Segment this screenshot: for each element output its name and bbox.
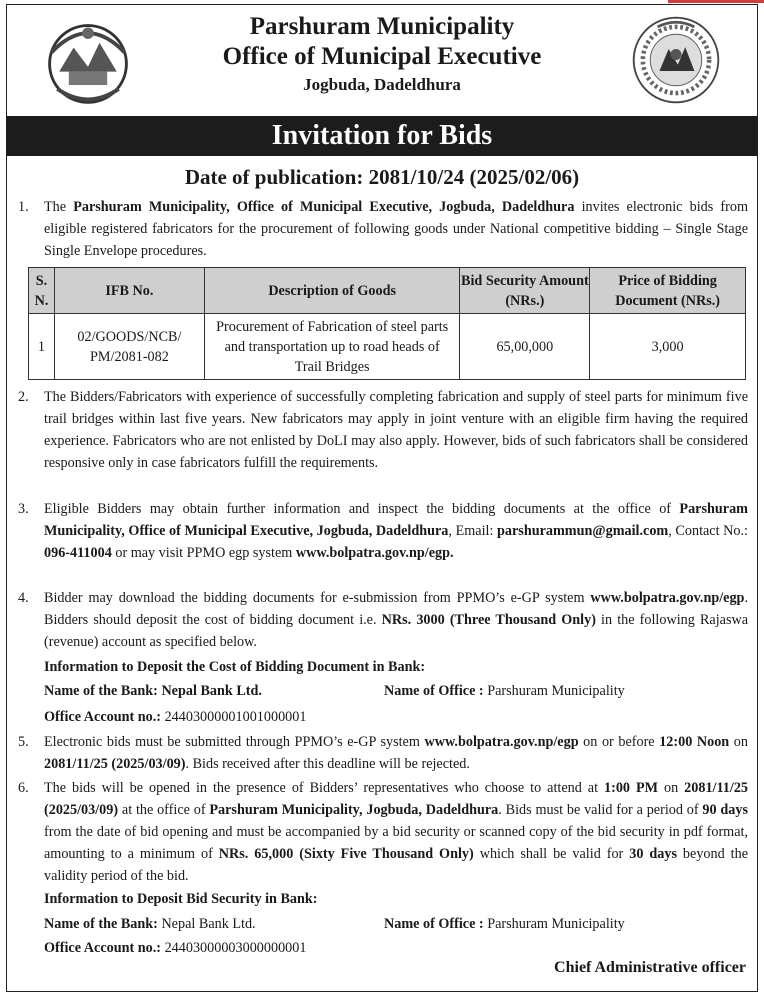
office-location: Jogbuda, Dadeldhura — [303, 75, 461, 94]
cell-bid-security: 65,00,000 — [460, 314, 590, 380]
deposit-cost-heading — [44, 656, 425, 678]
text-bold: Parshuram Municipality, Office of Municipal Executive, Jogbuda, Dadeldhura — [44, 501, 748, 539]
text-bold: Parshuram Municipality, Jogbuda, Dadeldhura — [209, 802, 499, 818]
text-bold: NRs. 3000 (Three Thousand Only) — [381, 612, 596, 628]
text: , Contact No.: — [668, 523, 748, 539]
cell-sn: 1 — [29, 314, 55, 380]
clause-number: 4. — [18, 590, 29, 606]
text: . Bids received after this deadline will be rejected. — [185, 756, 470, 772]
clause-body — [44, 731, 748, 775]
header-sn: S. N. — [29, 268, 55, 314]
text: which shall be valid for — [473, 846, 630, 862]
cell-document-price: 3,000 — [590, 314, 746, 380]
notice-title-banner: Invitation for Bids — [7, 116, 757, 156]
clause-body: The Bidders/Fabricators with experience of successfully completing fabrication and supply of steel parts for minimum five trail bridges within last five years. New fabricators may apply in joint venture with an eligible firm having the required experience. Fabricators who are not enlisted by DoLI may also apply. However, bids of such fabricators shall be considered responsive only in case fabricators fulfill the requirements. — [44, 389, 748, 471]
clause-3 — [18, 498, 748, 564]
value: Parshuram Municipality — [487, 683, 625, 699]
clause-5 — [18, 731, 748, 775]
ppmo-url-link[interactable]: www.bolpatra.gov.np/egp — [424, 734, 579, 750]
label: Name of the Bank: — [44, 916, 162, 932]
ppmo-url-link[interactable]: www.bolpatra.gov.np/egp. — [295, 545, 454, 561]
text: on — [729, 734, 748, 750]
value: Parshuram Municipality — [487, 916, 625, 932]
text: on or before — [578, 734, 660, 750]
text: beyond the validity period of the bid. — [44, 846, 748, 884]
text: . Bidders should deposit the cost of bidding document i.e. — [44, 590, 748, 628]
deposit-cost-account — [44, 706, 306, 728]
clause-body — [44, 498, 748, 564]
text-bold: 1:00 PM — [604, 780, 659, 796]
value: 24403000001001000001 — [164, 709, 307, 725]
clause-2 — [18, 386, 748, 474]
deposit-security-bank — [44, 913, 256, 935]
text: invites electronic bids from eligible registered fabricators for the procurement of following goods under National competitive bidding – Single Stage Single Envelope procedures. — [44, 199, 748, 259]
text-bold: 90 days — [702, 802, 748, 818]
value: Nepal Bank Ltd. — [161, 683, 262, 699]
cell-ifb: 02/GOODS/NCB/ PM/2081-082 — [54, 314, 204, 380]
clause-number: 2. — [18, 389, 29, 405]
text-bold: Parshuram Municipality, Office of Municipal Executive, Jogbuda, Dadeldhura — [73, 199, 575, 215]
deposit-security-heading — [44, 888, 318, 910]
text: in the following Rajaswa (revenue) account as specified below. — [44, 612, 749, 650]
ppmo-url-link[interactable]: www.bolpatra.gov.np/egp — [590, 590, 745, 606]
label: Name of Office : — [384, 683, 488, 699]
clause-number: 6. — [18, 780, 29, 796]
table-header-row — [29, 268, 746, 314]
label: Name of the Bank: — [44, 683, 162, 699]
text-bold: 12:00 Noon — [659, 734, 730, 750]
text: at the office of — [118, 802, 210, 818]
clause-6 — [18, 777, 748, 887]
signoff: Chief Administrative officer — [554, 959, 746, 976]
clause-number: 5. — [18, 734, 29, 750]
clause-number: 3. — [18, 501, 29, 517]
text: . Bids must be valid for a period of — [498, 802, 703, 818]
text: or may visit PPMO egp system — [111, 545, 296, 561]
deposit-security-office — [384, 913, 625, 935]
header — [0, 12, 764, 98]
publication-date: Date of publication: 2081/10/24 (2025/02/06) — [184, 165, 580, 189]
deposit-security-account — [44, 937, 306, 959]
clause-body — [44, 196, 748, 262]
clause-body — [44, 777, 748, 887]
text-bold: 2081/11/25 (2025/03/09) — [44, 780, 749, 818]
header-description: Description of Goods — [204, 268, 460, 314]
text: Eligible Bidders may obtain further information and inspect the bidding documents at the office of — [44, 501, 680, 517]
contact-number: 096-411004 — [44, 545, 112, 561]
clause-number: 1. — [18, 199, 29, 215]
bid-table — [28, 267, 746, 380]
text-bold: 2081/11/25 (2025/03/09) — [44, 756, 186, 772]
text: from the date of bid opening and must be accompanied by a bid security or scanned copy of the bid security in pdf format, amounting to a minimum of — [44, 824, 748, 862]
text: Bidder may download the bidding documents for e-submission from PPMO’s e-GP system — [44, 590, 591, 606]
text-bold: Information to Deposit Bid Security in Bank: — [44, 891, 318, 907]
text: The — [44, 199, 74, 215]
label: Office Account no.: — [44, 709, 165, 725]
label: Name of Office : — [384, 916, 488, 932]
text: Electronic bids must be submitted through PPMO’s e-GP system — [44, 734, 425, 750]
text: on — [658, 780, 685, 796]
text-bold: 30 days — [629, 846, 677, 862]
value: 24403000003000000001 — [164, 940, 307, 956]
email-link[interactable]: parshurammun@gmail.com — [497, 523, 669, 539]
deposit-cost-office — [384, 680, 625, 702]
org-name: Parshuram Municipality — [249, 13, 515, 40]
deposit-cost-bank — [44, 680, 262, 702]
text: The bids will be opened in the presence of Bidders’ representatives who choose to attend at — [44, 780, 604, 796]
clause-body — [44, 587, 748, 653]
header-bid-security: Bid Security Amount (NRs.) — [460, 268, 590, 314]
clause-4 — [18, 587, 748, 653]
header-ifb: IFB No. — [54, 268, 204, 314]
text: , Email: — [448, 523, 498, 539]
office-name: Office of Municipal Executive — [222, 43, 542, 70]
header-document-price: Price of Bidding Document (NRs.) — [590, 268, 746, 314]
label: Office Account no.: — [44, 940, 165, 956]
table-row — [29, 314, 746, 380]
value: Nepal Bank Ltd. — [161, 916, 256, 932]
text-bold: NRs. 65,000 (Sixty Five Thousand Only) — [218, 846, 474, 862]
cell-description: Procurement of Fabrication of steel parts and transportation up to road heads of Trail Bridges — [204, 314, 460, 380]
clause-1 — [18, 196, 748, 262]
text-bold: Information to Deposit the Cost of Bidding Document in Bank: — [44, 659, 426, 675]
corner-mark — [668, 0, 764, 3]
